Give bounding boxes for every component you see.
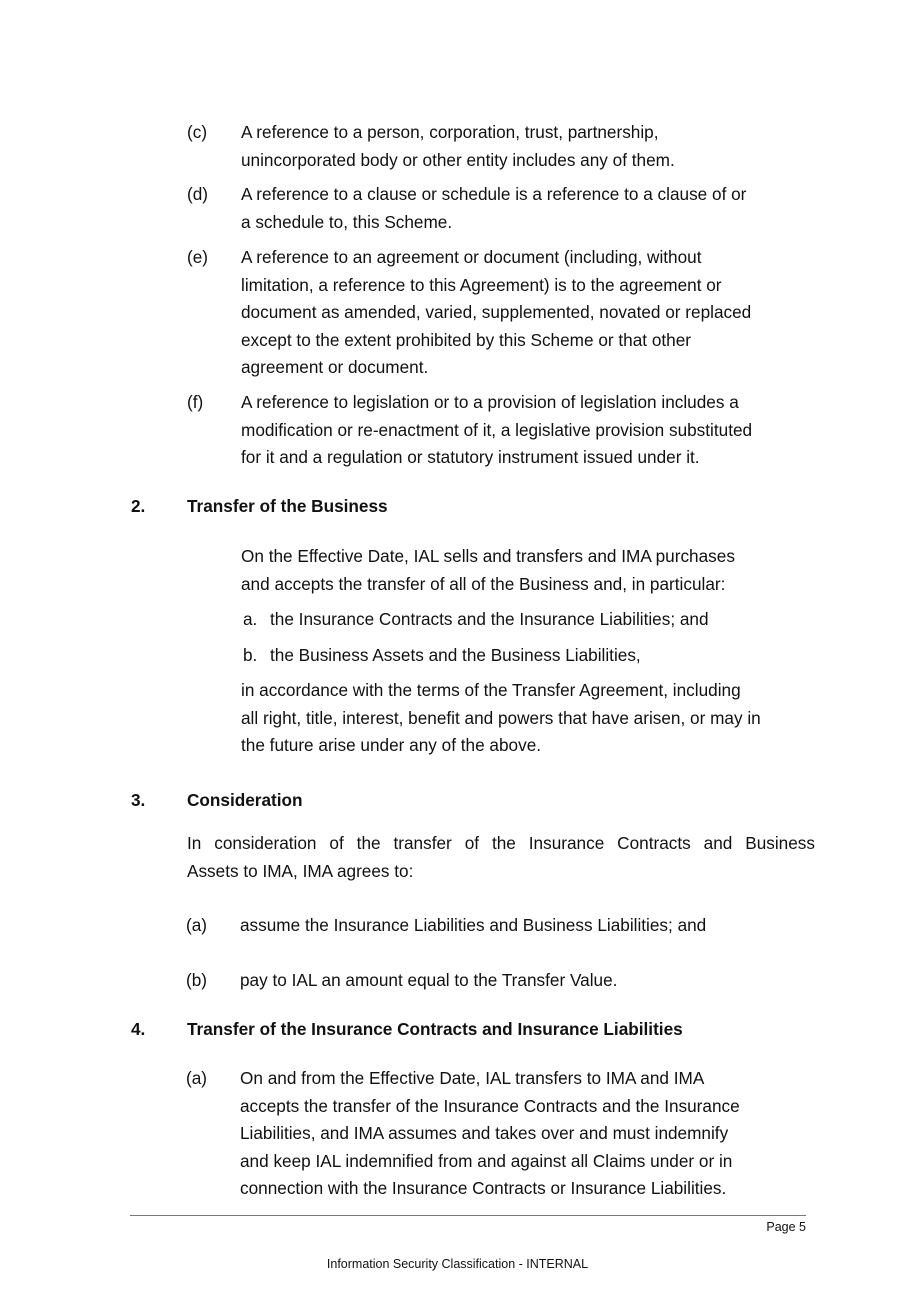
text-line: A reference to legislation or to a provision of legislation includes a xyxy=(241,392,739,412)
security-classification: Information Security Classification - INTERNAL xyxy=(326,1257,589,1271)
footer-divider xyxy=(130,1215,806,1216)
text-line: A reference to a person, corporation, trust, partnership, xyxy=(241,122,659,142)
clause-number: 3. xyxy=(131,790,146,810)
item-label: (d) xyxy=(187,184,209,204)
item-text xyxy=(241,119,675,174)
text-line: and keep IAL indemnified from and against all Claims under or in xyxy=(240,1150,733,1171)
item-text: pay to IAL an amount equal to the Transfer Value. xyxy=(240,970,618,990)
item-text xyxy=(241,244,751,382)
item-text: the Business Assets and the Business Liabilities, xyxy=(270,645,641,665)
text-line: A reference to an agreement or document (including, without xyxy=(241,247,702,267)
clause-title: Transfer of the Business xyxy=(187,496,388,516)
text-line: modification or re-enactment of it, a legislative provision substituted xyxy=(241,419,753,440)
item-text: assume the Insurance Liabilities and Business Liabilities; and xyxy=(240,915,707,935)
item-text xyxy=(240,1065,740,1203)
text-line: Liabilities, and IMA assumes and takes over and must indemnify xyxy=(240,1123,729,1143)
text-line: a schedule to, this Scheme. xyxy=(241,211,453,232)
text-line: the future arise under any of the above. xyxy=(241,735,542,755)
text-line: unincorporated body or other entity includes any of them. xyxy=(241,149,675,170)
text-line: On the Effective Date, IAL sells and transfers and IMA purchases xyxy=(241,546,735,566)
text-line: except to the extent prohibited by this Scheme or that other xyxy=(241,329,692,350)
text-line: limitation, a reference to this Agreement) is to the agreement or xyxy=(241,274,722,295)
clause-number: 2. xyxy=(131,496,146,516)
item-label: b. xyxy=(243,645,258,665)
item-text xyxy=(241,389,752,472)
item-text xyxy=(241,181,746,236)
text-line: and accepts the transfer of all of the Business and, in particular: xyxy=(241,573,726,594)
item-label: a. xyxy=(243,609,258,629)
clause-intro xyxy=(187,830,815,885)
text-line: A reference to a clause or schedule is a reference to a clause of or xyxy=(241,184,747,204)
clause-closing xyxy=(241,677,761,760)
text-line: connection with the Insurance Contracts or Insurance Liabilities. xyxy=(240,1178,727,1198)
clause-title: Transfer of the Insurance Contracts and Insurance Liabilities xyxy=(187,1019,683,1039)
item-label: (a) xyxy=(186,915,208,935)
text-line: Assets to IMA, IMA agrees to: xyxy=(187,860,414,881)
clause-title: Consideration xyxy=(187,790,303,810)
text-line: In consideration of the transfer of the Insurance Contracts and Business xyxy=(187,833,815,853)
item-label: (a) xyxy=(186,1068,208,1088)
text-line: On and from the Effective Date, IAL transfers to IMA and IMA xyxy=(240,1068,705,1088)
text-line: in accordance with the terms of the Transfer Agreement, including xyxy=(241,680,741,700)
text-line: accepts the transfer of the Insurance Contracts and the Insurance xyxy=(240,1095,740,1116)
item-label: (b) xyxy=(186,970,208,990)
item-text: the Insurance Contracts and the Insurance Liabilities; and xyxy=(270,609,709,629)
item-label: (e) xyxy=(187,247,209,267)
text-line: for it and a regulation or statutory instrument issued under it. xyxy=(241,447,700,467)
text-line: document as amended, varied, supplemented, novated or replaced xyxy=(241,302,752,322)
clause-number: 4. xyxy=(131,1019,146,1039)
page-number: Page 5 xyxy=(766,1220,806,1234)
clause-intro xyxy=(241,543,735,598)
text-line: all right, title, interest, benefit and powers that have arisen, or may in xyxy=(241,707,761,728)
item-label: (c) xyxy=(187,122,208,142)
item-label: (f) xyxy=(187,392,204,412)
text-line: agreement or document. xyxy=(241,357,429,377)
